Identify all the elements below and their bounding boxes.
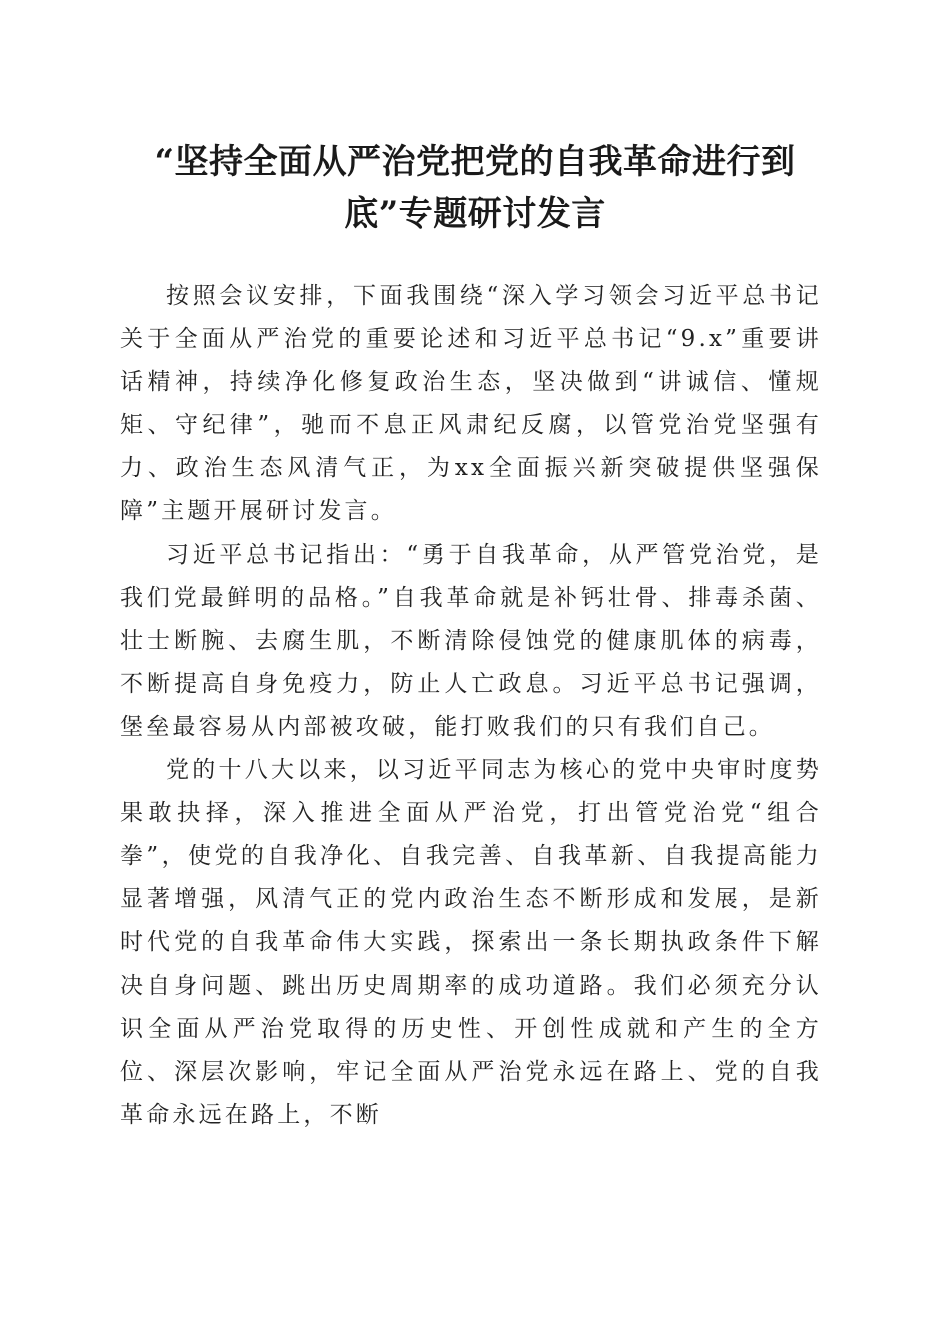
document-title: “坚持全面从严治党把党的自我革命进行到底”专题研讨发言	[154, 142, 796, 234]
document-body	[120, 275, 822, 1137]
paragraph-3: 党的十八大以来，以习近平同志为核心的党中央审时度势果敢抉择，深入推进全面从严治党，打出管党治党“组合拳”，使党的自我净化、自我完善、自我革新、自我提高能力显著增强，风清气正的党内政治生态不断形成和发展，是新时代党的自我革命伟大实践，探索出一条长期执政条件下解决自身问题、跳出历史周期率的成功道路。我们必须充分认识全面从严治党取得的历史性、开创性成就和产生的全方位、深层次影响，牢记全面从严治党永远在路上、党的自我革命永远在路上，不断	[120, 757, 822, 1128]
paragraph-2: 习近平总书记指出：“勇于自我革命，从严管党治党，是我们党最鲜明的品格。”自我革命就是补钙壮骨、排毒杀菌、壮士断腕、去腐生肌，不断清除侵蚀党的健康肌体的病毒，不断提高自身免疫力，防止人亡政息。习近平总书记强调，堡垒最容易从内部被攻破，能打败我们的只有我们自己。	[120, 541, 822, 740]
paragraph-1: 按照会议安排，下面我围绕“深入学习领会习近平总书记关于全面从严治党的重要论述和习近平总书记“9.x”重要讲话精神，持续净化修复政治生态，坚决做到“讲诚信、懂规矩、守纪律”，驰而不息正风肃纪反腐，以管党治党坚强有力、政治生态风清气正，为xx全面振兴新突破提供坚强保障”主题开展研讨发言。	[120, 283, 822, 525]
